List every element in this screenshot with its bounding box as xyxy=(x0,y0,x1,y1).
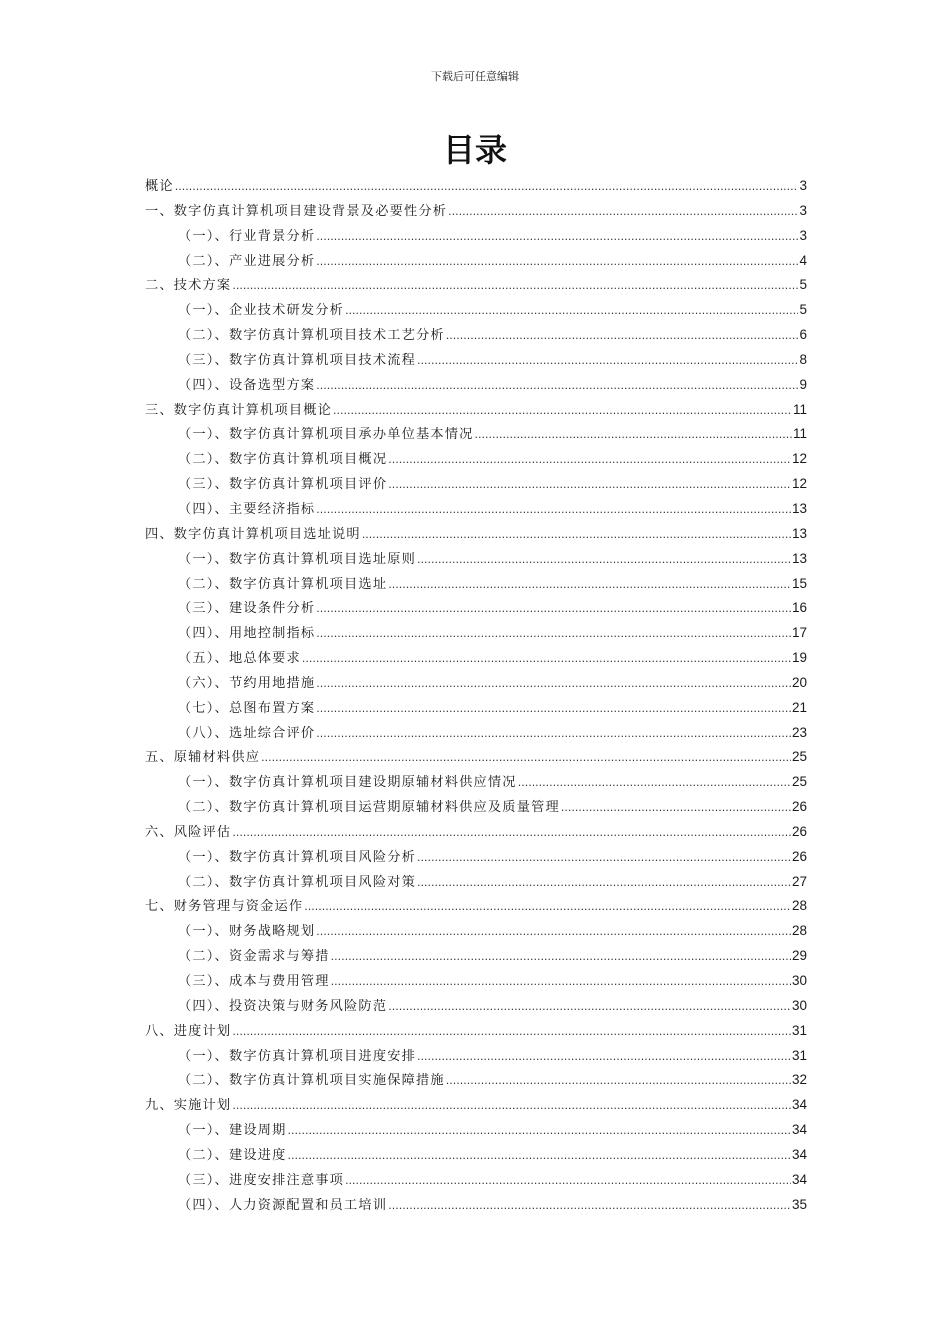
toc-entry-label: （三）、成本与费用管理 xyxy=(178,974,330,989)
toc-entry-label: （三）、进度安排注意事项 xyxy=(178,1172,345,1188)
toc-dot-leader xyxy=(448,205,798,218)
toc-entry-page-number: 15 xyxy=(791,575,807,591)
toc-entry-page-number: 6 xyxy=(799,327,807,343)
toc-entry-label: （二）、建设进度 xyxy=(178,1147,287,1163)
toc-entry-page-number: 8 xyxy=(799,351,807,367)
toc-dot-leader xyxy=(288,1124,791,1137)
toc-dot-leader xyxy=(446,329,799,342)
toc-dot-leader xyxy=(316,602,791,615)
toc-entry[interactable] xyxy=(145,722,807,747)
toc-entry-page-number: 35 xyxy=(791,1196,807,1212)
toc-entry-label: 三、数字仿真计算机项目概论 xyxy=(145,402,333,418)
toc-entry[interactable] xyxy=(145,970,807,995)
toc-entry-page-number: 31 xyxy=(791,1022,807,1038)
toc-entry-page-number: 26 xyxy=(791,823,807,839)
toc-dot-leader xyxy=(388,453,791,466)
toc-entry-page-number: 4 xyxy=(799,252,807,268)
toc-entry[interactable] xyxy=(145,324,807,349)
toc-entry-page-number: 30 xyxy=(791,973,807,988)
toc-dot-leader xyxy=(388,478,791,491)
toc-entry[interactable] xyxy=(145,1144,807,1169)
toc-entry-label: （四）、用地控制指标 xyxy=(178,626,316,642)
toc-entry-page-number: 17 xyxy=(791,625,807,641)
toc-entry-label: 一、数字仿真计算机项目建设背景及必要性分析 xyxy=(145,203,448,219)
toc-dot-leader xyxy=(316,702,791,715)
toc-entry-label: （六）、节约用地措施 xyxy=(178,675,316,691)
toc-entry-label: （七）、总图布置方案 xyxy=(178,700,316,716)
toc-entry[interactable] xyxy=(145,597,807,622)
toc-dot-leader xyxy=(417,1050,791,1063)
toc-dot-leader xyxy=(304,900,791,913)
toc-dot-leader xyxy=(316,503,791,516)
toc-dot-leader xyxy=(302,652,791,665)
toc-dot-leader xyxy=(316,379,798,392)
toc-dot-leader xyxy=(288,1149,791,1162)
toc-entry-page-number: 34 xyxy=(791,1171,807,1187)
toc-dot-leader xyxy=(331,950,791,963)
toc-entry-label: （三）、建设条件分析 xyxy=(178,601,316,617)
toc-entry[interactable] xyxy=(145,895,807,920)
toc-entry-page-number: 26 xyxy=(791,799,807,815)
toc-entry-label: （一）、数字仿真计算机项目选址原则 xyxy=(178,551,416,567)
toc-dot-leader xyxy=(417,553,791,566)
toc-entry[interactable] xyxy=(145,1020,807,1045)
toc-entry-page-number: 32 xyxy=(791,1072,807,1088)
toc-entry[interactable] xyxy=(145,1094,807,1119)
toc-dot-leader xyxy=(333,404,792,417)
toc-dot-leader xyxy=(561,801,791,814)
toc-entry-label: 七、财务管理与资金运作 xyxy=(145,899,304,915)
toc-entry-page-number: 28 xyxy=(791,923,807,939)
toc-entry[interactable] xyxy=(145,473,807,498)
toc-dot-leader xyxy=(316,677,791,690)
toc-entry[interactable] xyxy=(145,200,807,225)
toc-entry[interactable] xyxy=(145,871,807,896)
toc-entry-label: （四）、主要经济指标 xyxy=(178,501,316,517)
toc-entry-page-number: 12 xyxy=(791,451,807,467)
toc-entry[interactable] xyxy=(145,349,807,374)
toc-entry-page-number: 31 xyxy=(791,1047,807,1063)
toc-entry-page-number: 34 xyxy=(791,1097,807,1113)
toc-entry-label: （一）、企业技术研发分析 xyxy=(178,303,345,319)
toc-dot-leader xyxy=(388,1000,791,1013)
toc-entry-label: （二）、数字仿真计算机项目技术工艺分析 xyxy=(178,328,445,344)
toc-entry[interactable] xyxy=(145,250,807,275)
toc-dot-leader xyxy=(316,230,798,243)
toc-dot-leader xyxy=(316,925,791,938)
toc-entry-label: （五）、地总体要求 xyxy=(178,651,301,667)
toc-entry-page-number: 9 xyxy=(799,376,807,392)
toc-entry-label: （一）、建设周期 xyxy=(178,1123,287,1139)
toc-dot-leader xyxy=(417,354,798,367)
toc-entry[interactable] xyxy=(145,697,807,722)
toc-entry-page-number: 11 xyxy=(792,426,807,442)
toc-entry[interactable] xyxy=(145,796,807,821)
toc-dot-leader xyxy=(175,180,799,193)
toc-entry-page-number: 30 xyxy=(791,997,807,1013)
toc-entry-page-number: 27 xyxy=(791,873,807,889)
toc-entry[interactable] xyxy=(145,274,807,299)
toc-entry-label: （一）、数字仿真计算机项目风险分析 xyxy=(178,849,416,865)
toc-entry[interactable] xyxy=(145,771,807,796)
toc-dot-leader xyxy=(345,304,798,317)
toc-entry[interactable] xyxy=(145,175,807,200)
toc-entry-page-number: 3 xyxy=(799,227,807,243)
toc-entry-label: （四）、人力资源配置和员工培训 xyxy=(178,1197,388,1213)
toc-entry-label: （一）、数字仿真计算机项目承办单位基本情况 xyxy=(178,427,474,443)
toc-entry-label: （一）、财务战略规划 xyxy=(178,924,316,940)
toc-dot-leader xyxy=(518,776,791,789)
toc-entry[interactable] xyxy=(145,647,807,672)
toc-entry[interactable] xyxy=(145,995,807,1020)
toc-entry-label: 概论 xyxy=(145,179,174,194)
toc-entry-label: 九、实施计划 xyxy=(145,1098,232,1114)
toc-entry-label: 四、数字仿真计算机项目选址说明 xyxy=(145,526,361,542)
toc-entry-label: 二、技术方案 xyxy=(145,278,232,294)
toc-entry-page-number: 28 xyxy=(791,898,807,914)
toc-dot-leader xyxy=(345,1174,791,1187)
toc-entry[interactable] xyxy=(145,225,807,250)
toc-entry-label: （四）、投资决策与财务风险防范 xyxy=(178,998,388,1014)
toc-entry[interactable] xyxy=(145,448,807,473)
toc-entry-label: 五、原辅材料供应 xyxy=(145,750,261,766)
toc-entry[interactable] xyxy=(145,1119,807,1144)
toc-dot-leader xyxy=(417,851,791,864)
toc-dot-leader xyxy=(232,279,798,292)
toc-entry-label: （二）、产业进展分析 xyxy=(178,253,316,269)
toc-entry-page-number: 3 xyxy=(799,202,807,218)
toc-entry-page-number: 19 xyxy=(791,650,807,666)
toc-dot-leader xyxy=(232,1025,791,1038)
toc-dot-leader xyxy=(331,975,791,988)
toc-entry-label: （二）、资金需求与筹措 xyxy=(178,949,330,965)
toc-entry[interactable] xyxy=(145,846,807,871)
toc-entry-label: （二）、数字仿真计算机项目概况 xyxy=(178,452,388,468)
table-of-contents xyxy=(145,175,807,1218)
toc-entry-label: 六、风险评估 xyxy=(145,824,232,840)
page-title: 目录 xyxy=(442,131,507,169)
toc-dot-leader xyxy=(446,1074,791,1087)
toc-entry-label: 八、进度计划 xyxy=(145,1023,232,1039)
toc-dot-leader xyxy=(417,876,791,889)
toc-entry-page-number: 34 xyxy=(791,1146,807,1162)
toc-entry[interactable] xyxy=(145,374,807,399)
toc-dot-leader xyxy=(475,428,792,441)
toc-entry-label: （二）、数字仿真计算机项目风险对策 xyxy=(178,874,416,890)
toc-entry-page-number: 12 xyxy=(791,476,807,492)
toc-dot-leader xyxy=(362,528,791,541)
toc-entry[interactable] xyxy=(145,622,807,647)
toc-entry-page-number: 25 xyxy=(791,749,807,765)
toc-entry-page-number: 21 xyxy=(791,699,807,715)
toc-entry[interactable] xyxy=(145,920,807,945)
toc-entry[interactable] xyxy=(145,1069,807,1094)
toc-entry-page-number: 20 xyxy=(791,674,807,690)
toc-entry[interactable] xyxy=(145,299,807,324)
toc-entry[interactable] xyxy=(145,1194,807,1219)
toc-entry[interactable] xyxy=(145,523,807,548)
toc-dot-leader xyxy=(316,727,791,740)
toc-entry-page-number: 25 xyxy=(791,774,807,790)
toc-entry-label: （一）、行业背景分析 xyxy=(178,228,316,244)
toc-dot-leader xyxy=(261,751,791,764)
toc-entry-label: （二）、数字仿真计算机项目运营期原辅材料供应及质量管理 xyxy=(178,800,560,816)
toc-entry-label: （四）、设备选型方案 xyxy=(178,377,316,393)
toc-entry-label: （三）、数字仿真计算机项目评价 xyxy=(178,477,388,493)
toc-entry[interactable] xyxy=(145,821,807,846)
toc-entry[interactable] xyxy=(145,746,807,771)
toc-dot-leader xyxy=(316,627,791,640)
toc-entry-page-number: 13 xyxy=(791,550,807,566)
toc-entry-page-number: 29 xyxy=(791,948,807,964)
toc-entry[interactable] xyxy=(145,548,807,573)
toc-dot-leader xyxy=(316,255,798,268)
toc-entry[interactable] xyxy=(145,1169,807,1194)
toc-entry-label: （八）、选址综合评价 xyxy=(178,725,316,741)
toc-entry-page-number: 13 xyxy=(791,500,807,516)
toc-entry-page-number: 34 xyxy=(791,1122,807,1138)
toc-entry[interactable] xyxy=(145,423,807,448)
toc-entry[interactable] xyxy=(145,672,807,697)
toc-entry-page-number: 23 xyxy=(791,724,807,740)
toc-dot-leader xyxy=(232,826,791,839)
toc-entry[interactable] xyxy=(145,498,807,523)
toc-entry-page-number: 13 xyxy=(791,525,807,541)
toc-entry[interactable] xyxy=(145,945,807,970)
toc-entry[interactable] xyxy=(145,573,807,598)
toc-entry-label: （二）、数字仿真计算机项目选址 xyxy=(178,576,388,592)
toc-entry-label: （二）、数字仿真计算机项目实施保障措施 xyxy=(178,1073,445,1089)
toc-entry-label: （一）、数字仿真计算机项目建设期原辅材料供应情况 xyxy=(178,775,517,791)
toc-entry-page-number: 3 xyxy=(799,178,807,193)
toc-dot-leader xyxy=(388,578,791,591)
toc-dot-leader xyxy=(388,1199,791,1212)
toc-entry[interactable] xyxy=(145,1045,807,1070)
toc-entry-page-number: 26 xyxy=(791,848,807,864)
toc-entry-label: （一）、数字仿真计算机项目进度安排 xyxy=(178,1048,416,1064)
toc-dot-leader xyxy=(232,1099,791,1112)
toc-entry[interactable] xyxy=(145,399,807,424)
toc-entry-page-number: 5 xyxy=(799,302,807,318)
toc-entry-page-number: 11 xyxy=(792,401,807,417)
header-note: 下载后可任意编辑 xyxy=(431,70,519,83)
toc-entry-label: （三）、数字仿真计算机项目技术流程 xyxy=(178,352,416,368)
toc-entry-page-number: 5 xyxy=(799,277,807,293)
toc-entry-page-number: 16 xyxy=(791,600,807,616)
